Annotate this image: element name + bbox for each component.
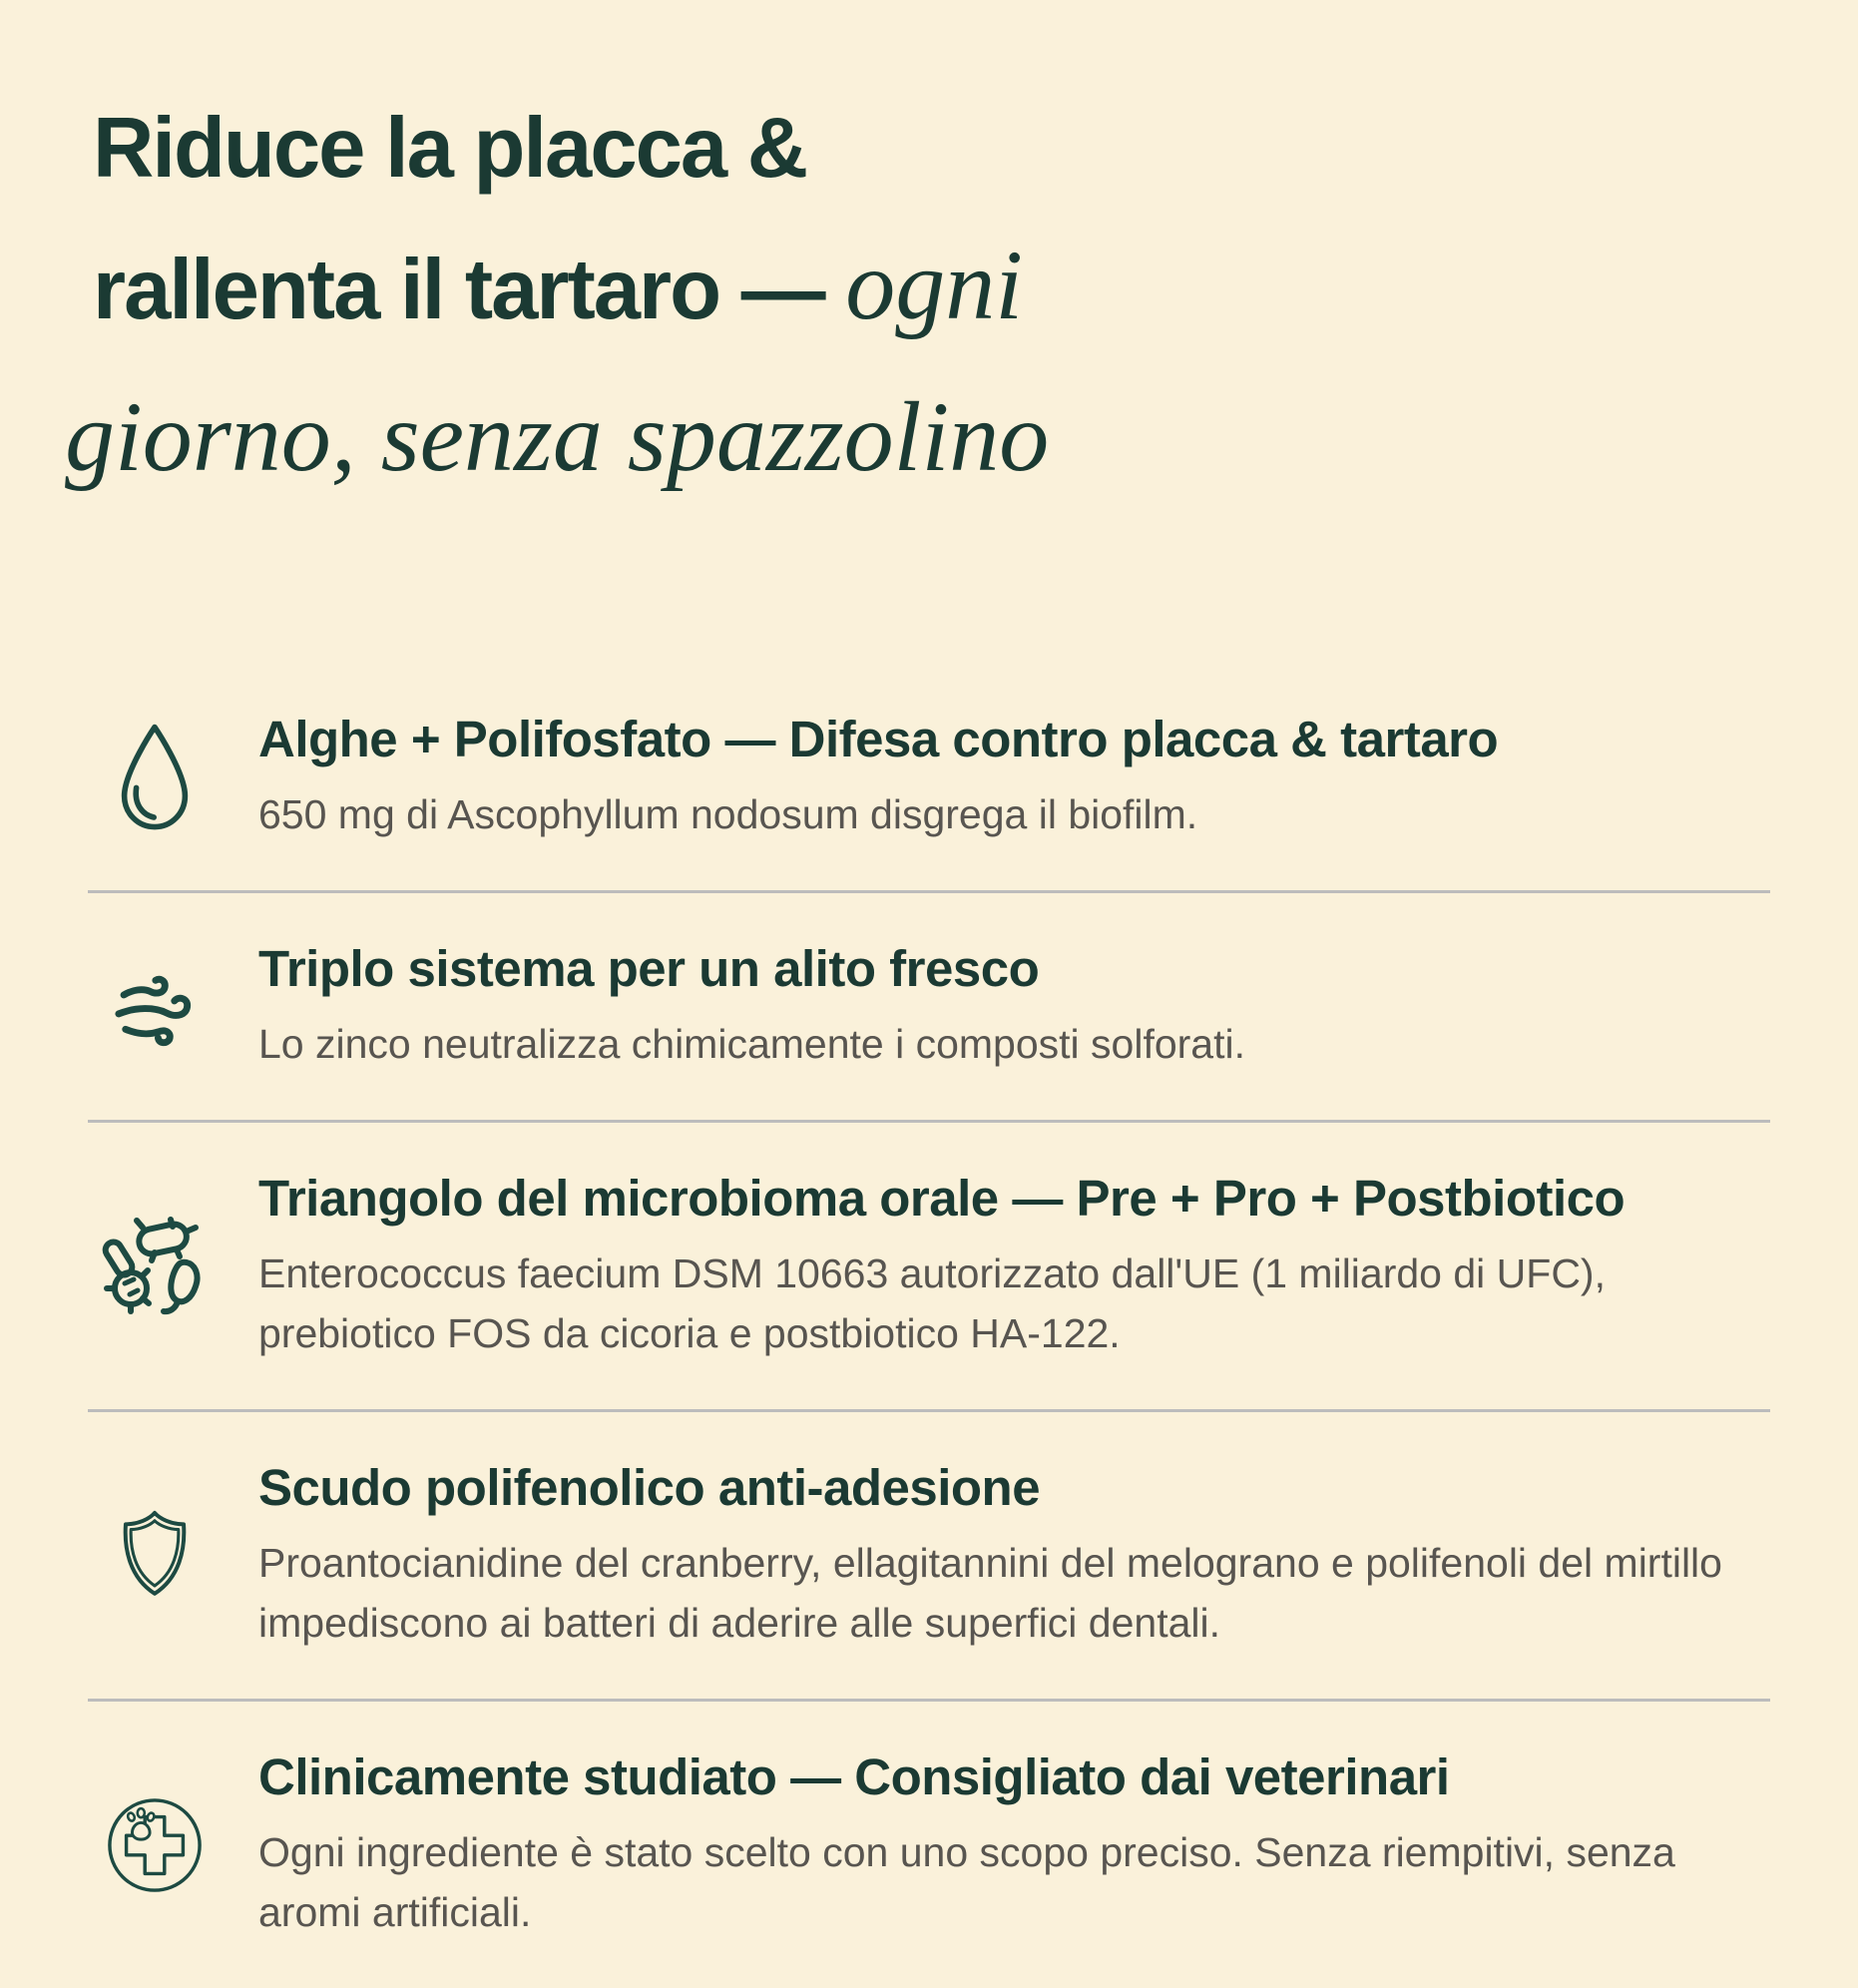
feature-text-block bbox=[258, 1169, 1770, 1363]
title-bold-text: Riduce la placca & bbox=[93, 101, 807, 196]
feature-row-breath bbox=[93, 893, 1770, 1120]
feature-text-block bbox=[258, 1747, 1770, 1942]
water-drop-icon bbox=[93, 722, 217, 833]
page-title bbox=[65, 92, 1770, 522]
title-bold-text: rallenta il tartaro — bbox=[93, 243, 846, 337]
feature-row-microbiome bbox=[93, 1123, 1770, 1409]
feature-description: Lo zinco neutralizza chimicamente i composti solforati. bbox=[258, 1021, 1245, 1067]
title-line-3 bbox=[65, 380, 1770, 522]
feature-description: Enterococcus faecium DSM 10663 autorizzato dall'UE (1 miliardo di UFC), prebiotico FOS da cicoria e postbiotico HA-122. bbox=[258, 1250, 1606, 1356]
feature-title: Triplo sistema per un alito fresco bbox=[258, 940, 1040, 997]
feature-title: Scudo polifenolico anti-adesione bbox=[258, 1459, 1041, 1516]
title-line-2 bbox=[93, 229, 1770, 370]
feature-row-algae bbox=[93, 710, 1770, 890]
feature-row-clinical bbox=[93, 1702, 1770, 1988]
feature-title: Triangolo del microbioma orale — Pre + Pro + Postbiotico bbox=[258, 1170, 1626, 1227]
feature-row-shield bbox=[93, 1412, 1770, 1699]
feature-title: Alghe + Polifosfato — Difesa contro placca & tartaro bbox=[258, 711, 1499, 767]
feature-list bbox=[93, 710, 1770, 1988]
vet-cross-paw-icon bbox=[93, 1796, 217, 1894]
title-italic-text: giorno, senza spazzolino bbox=[65, 381, 1050, 492]
feature-description: 650 mg di Ascophyllum nodosum disgrega il biofilm. bbox=[258, 791, 1198, 837]
feature-text-block bbox=[258, 1458, 1770, 1653]
shield-icon bbox=[93, 1506, 217, 1606]
feature-text-block bbox=[258, 939, 1245, 1074]
wind-icon bbox=[93, 964, 217, 1050]
title-line-1 bbox=[93, 92, 1770, 229]
feature-text-block bbox=[258, 710, 1498, 844]
feature-title: Clinicamente studiato — Consigliato dai veterinari bbox=[258, 1748, 1450, 1805]
feature-description: Proantocianidine del cranberry, ellagitannini del melograno e polifenoli del mirtillo impediscono ai batteri di aderire alle superfici dentali. bbox=[258, 1540, 1722, 1646]
microbes-icon bbox=[93, 1217, 217, 1316]
title-italic-text: ogni bbox=[845, 230, 1024, 340]
feature-description: Ogni ingrediente è stato scelto con uno scopo preciso. Senza riempitivi, senza aromi artificiali. bbox=[258, 1829, 1675, 1935]
